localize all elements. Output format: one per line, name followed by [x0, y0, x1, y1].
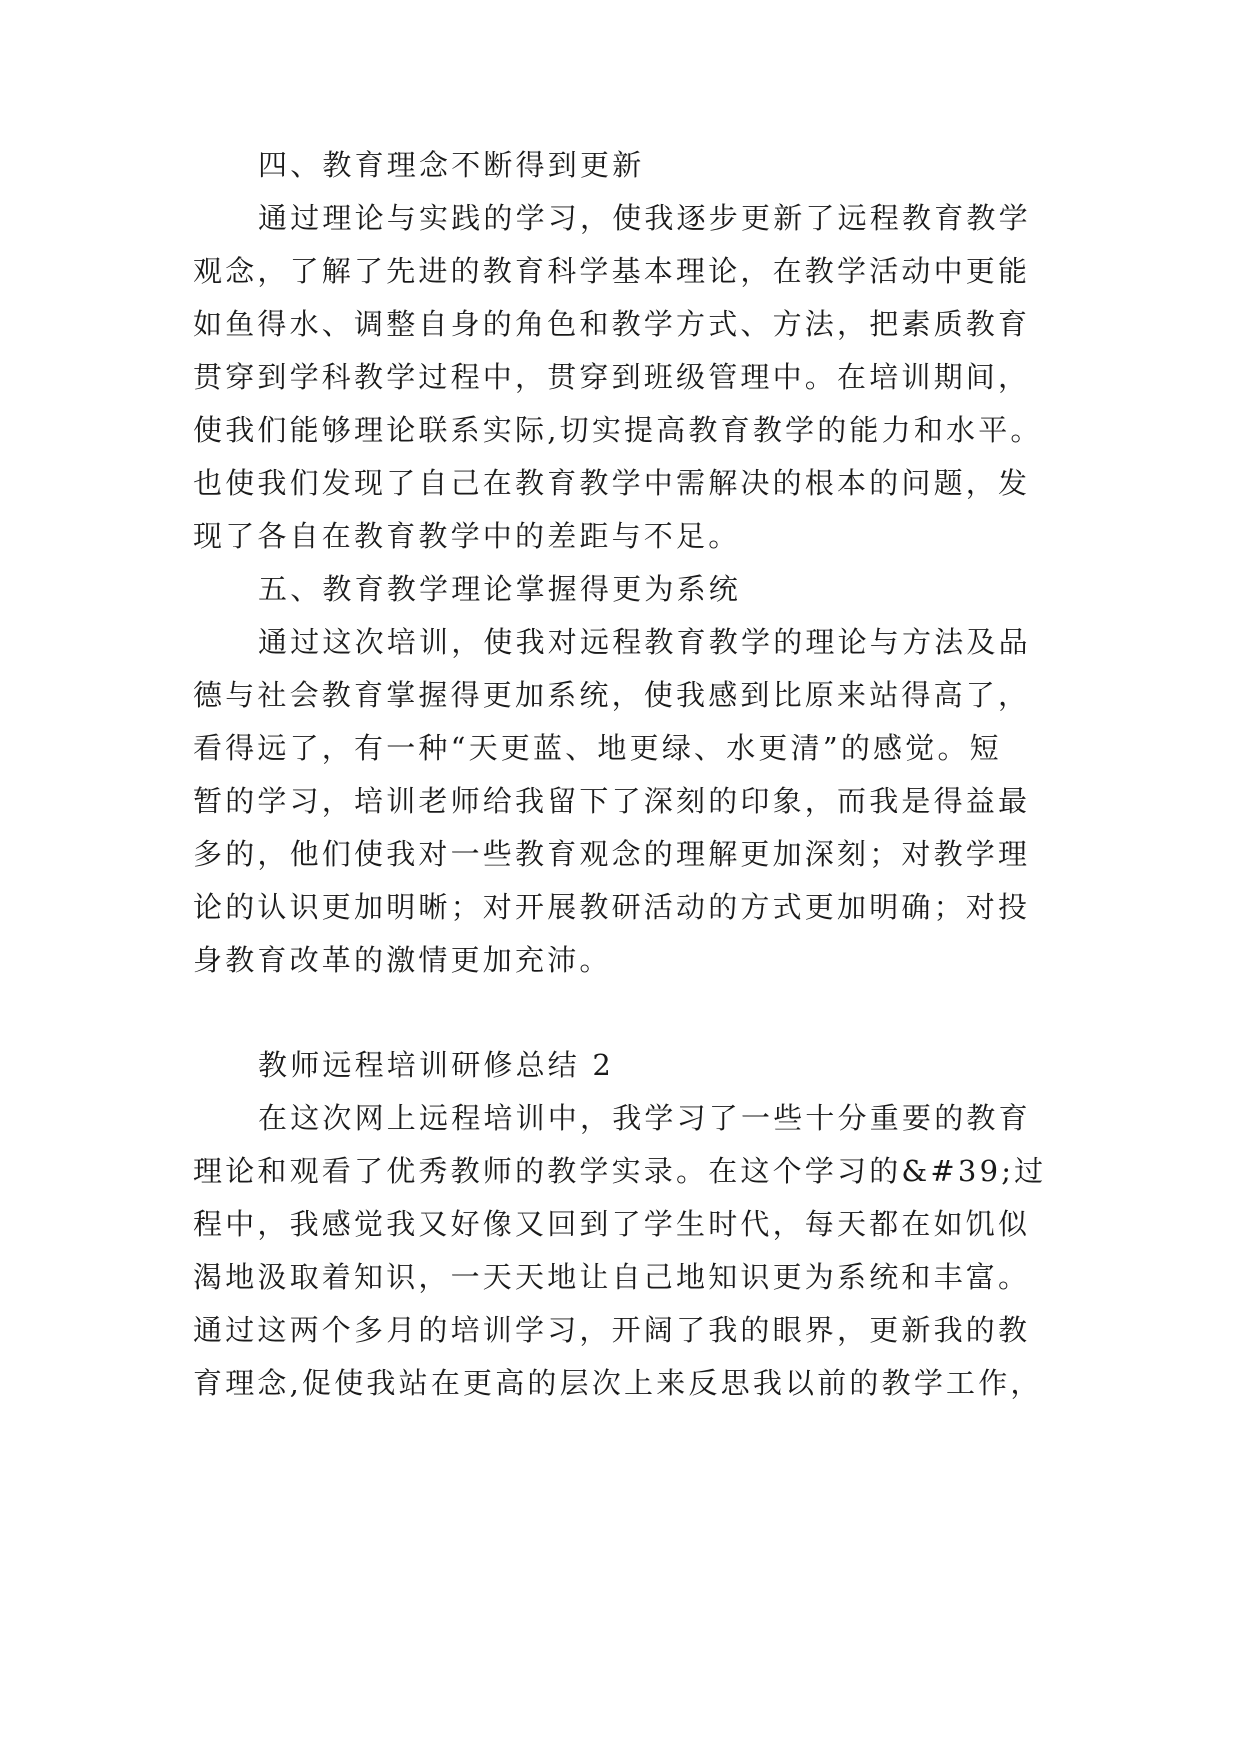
section-heading: 五、教育教学理论掌握得更为系统	[258, 572, 742, 606]
paragraph-line: 通过这次培训，使我对远程教育教学的理论与方法及品	[258, 625, 1031, 659]
paragraph-line: 现了各自在教育教学中的差距与不足。	[193, 519, 741, 553]
paragraph-line: 通过理论与实践的学习，使我逐步更新了远程教育教学	[258, 201, 1031, 235]
paragraph-line: 也使我们发现了自己在教育教学中需解决的根本的问题，发	[193, 466, 1031, 500]
paragraph-line: 使我们能够理论联系实际,切实提高教育教学的能力和水平。	[193, 413, 1043, 447]
paragraph-line: 看得远了，有一种“天更蓝、地更绿、水更清”的感觉。短	[193, 731, 1002, 765]
paragraph-line: 程中，我感觉我又好像又回到了学生时代，每天都在如饥似	[193, 1207, 1031, 1241]
paragraph-line: 渴地汲取着知识，一天天地让自己地知识更为系统和丰富。	[193, 1260, 1031, 1294]
paragraph-line: 论的认识更加明晰；对开展教研活动的方式更加明确；对投	[193, 890, 1031, 924]
paragraph-line: 育理念,促使我站在更高的层次上来反思我以前的教学工作，	[193, 1366, 1043, 1400]
paragraph-line: 暂的学习，培训老师给我留下了深刻的印象，而我是得益最	[193, 784, 1031, 818]
document-title: 教师远程培训研修总结 2	[258, 1048, 615, 1082]
paragraph-line: 身教育改革的激情更加充沛。	[193, 943, 612, 977]
paragraph-line: 多的，他们使我对一些教育观念的理解更加深刻；对教学理	[193, 837, 1031, 871]
paragraph-line: 德与社会教育掌握得更加系统，使我感到比原来站得高了，	[193, 678, 1031, 712]
section-heading: 四、教育理念不断得到更新	[258, 148, 645, 182]
paragraph-line: 通过这两个多月的培训学习，开阔了我的眼界，更新我的教	[193, 1313, 1031, 1347]
paragraph-line: 理论和观看了优秀教师的教学实录。在这个学习的&#39;过	[193, 1154, 1047, 1188]
paragraph-line: 贯穿到学科教学过程中，贯穿到班级管理中。在培训期间，	[193, 360, 1031, 394]
paragraph-line: 观念，了解了先进的教育科学基本理论，在教学活动中更能	[193, 254, 1031, 288]
paragraph-line: 如鱼得水、调整自身的角色和教学方式、方法，把素质教育	[193, 307, 1031, 341]
paragraph-line: 在这次网上远程培训中，我学习了一些十分重要的教育	[258, 1101, 1031, 1135]
